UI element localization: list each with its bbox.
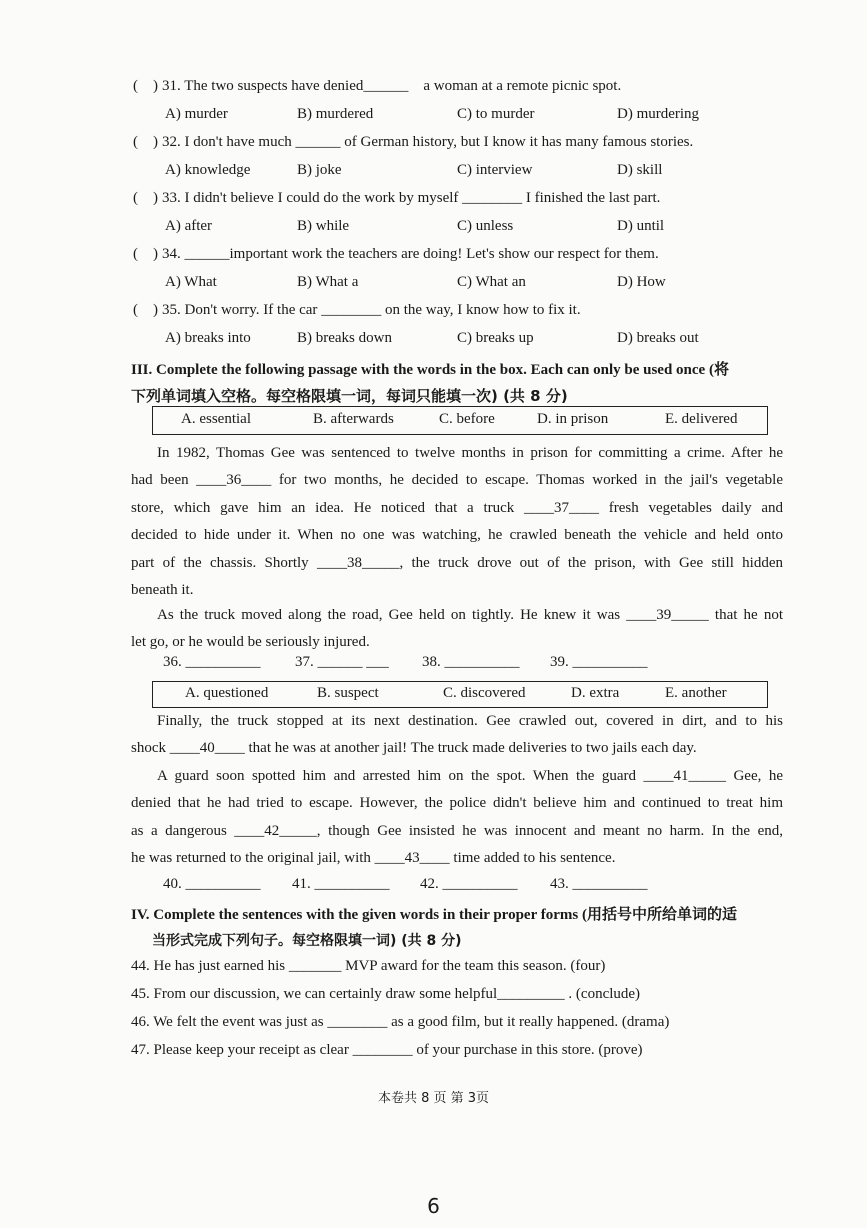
word-option: C. before xyxy=(439,411,495,427)
option-d: D) breaks out xyxy=(617,330,699,346)
option-a: A) knowledge xyxy=(165,162,251,178)
section-4-heading: IV. Complete the sentences with the given words in their proper forms (用括号中所给单词的适 xyxy=(131,907,737,923)
option-a: A) breaks into xyxy=(165,330,251,346)
word-option: E. delivered xyxy=(665,411,738,427)
word-option: D. extra xyxy=(571,685,620,701)
answer-blank[interactable]: 40. __________ xyxy=(163,876,261,892)
answer-blank[interactable]: 41. __________ xyxy=(292,876,390,892)
answer-bracket[interactable]: ( ) xyxy=(133,190,158,206)
option-c: C) to murder xyxy=(457,106,535,122)
question-32: 32. I don't have much ______ of German history, but I know it has many famous stories. xyxy=(162,134,694,150)
option-c: C) interview xyxy=(457,162,533,178)
word-option: D. in prison xyxy=(537,411,609,427)
option-c: C) What an xyxy=(457,274,526,290)
word-option: B. afterwards xyxy=(313,411,394,427)
section-3-heading: III. Complete the following passage with the words in the box. Each can only be used once (将 xyxy=(131,362,729,378)
question-35: 35. Don't worry. If the car ________ on the way, I know how to fix it. xyxy=(162,302,581,318)
sentence-47: 47. Please keep your receipt as clear ________ of your purchase in this store. (prove) xyxy=(131,1042,643,1058)
option-d: D) murdering xyxy=(617,106,700,122)
option-a: A) after xyxy=(165,218,213,234)
page-number: 6 xyxy=(427,1194,440,1218)
option-b: B) What a xyxy=(297,274,359,290)
answer-bracket[interactable]: ( ) xyxy=(133,134,158,150)
option-b: B) murdered xyxy=(297,106,374,122)
sentence-46: 46. We felt the event was just as ________ as a good film, but it really happened. (drama) xyxy=(131,1014,670,1030)
answer-blank[interactable]: 42. __________ xyxy=(420,876,518,892)
option-b: B) while xyxy=(297,218,350,234)
answer-blank[interactable]: 38. __________ xyxy=(422,654,520,670)
option-a: A) What xyxy=(165,274,217,290)
question-33: 33. I didn't believe I could do the work by myself ________ I finished the last part. xyxy=(162,190,661,206)
question-31: 31. The two suspects have denied______ a woman at a remote picnic spot. xyxy=(162,78,622,94)
page-footer: 本卷共 8 页 第 3页 xyxy=(377,1091,490,1106)
answer-blank[interactable]: 39. __________ xyxy=(550,654,648,670)
option-b: B) joke xyxy=(297,162,342,178)
option-c: C) unless xyxy=(457,218,514,234)
option-d: D) until xyxy=(617,218,665,234)
paragraph-2: As the truck moved along the road, Gee held on tightly. He knew it was ____39_____ that he not let go, or he would be seriously injured. xyxy=(131,607,783,651)
word-option: A. questioned xyxy=(185,685,269,701)
answer-bracket[interactable]: ( ) xyxy=(133,302,158,318)
answer-bracket[interactable]: ( ) xyxy=(133,246,158,262)
word-option: C. discovered xyxy=(443,685,526,701)
word-box-2 xyxy=(152,681,768,708)
option-d: D) How xyxy=(617,274,666,290)
paragraph-3: Finally, the truck stopped at its next destination. Gee crawled out, covered in dirt, and to his shock ____40____ that he was at another jail! The truck made deliveries to two jails each day. xyxy=(131,713,783,757)
word-option: E. another xyxy=(665,685,727,701)
option-c: C) breaks up xyxy=(457,330,534,346)
word-option: A. essential xyxy=(181,411,251,427)
question-34: 34. ______important work the teachers are doing! Let's show our respect for them. xyxy=(162,246,659,262)
section-4-heading-cn: 当形式完成下列句子。每空格限填一词) (共 8 分) xyxy=(152,933,462,949)
section-3-heading-cn: 下列单词填入空格。每空格限填一词，每词只能填一次) (共 8 分) xyxy=(131,387,568,405)
paragraph-4: A guard soon spotted him and arrested him on the spot. When the guard ____41_____ Gee, he denied that he had tried to escape. However, the police didn't believe him and continued to treat him as a dangerous ____42_____, though Gee insisted he was innocent and meant no harm. In the end, he was returned to the original jail, with ____43____ time added to his sentence. xyxy=(131,768,783,867)
sentence-44: 44. He has just earned his _______ MVP award for the team this season. (four) xyxy=(131,958,606,974)
paragraph-1: In 1982, Thomas Gee was sentenced to twelve months in prison for committing a crime. After he had been ____36____ for two months, he decided to escape. Thomas worked in the jail's vegetable store, which gave him an idea. He noticed that a truck ____37____ fresh vegetables daily and decided to hide under it. When no one was watching, he crawled beneath the vehicle and held onto part of the chassis. Shortly ____38_____, the truck drove out of the prison, with Gee still hidden beneath it. xyxy=(131,445,783,599)
option-a: A) murder xyxy=(165,106,228,122)
sentence-45: 45. From our discussion, we can certainly draw some helpful_________ . (conclude) xyxy=(131,986,641,1002)
word-box-1 xyxy=(152,406,768,435)
answer-blank[interactable]: 37. ______ ___ xyxy=(295,654,389,670)
option-b: B) breaks down xyxy=(297,330,392,346)
option-d: D) skill xyxy=(617,162,663,178)
answer-bracket[interactable]: ( ) xyxy=(133,78,158,94)
word-option: B. suspect xyxy=(317,685,379,701)
answer-blank[interactable]: 36. __________ xyxy=(163,654,261,670)
answer-blank[interactable]: 43. __________ xyxy=(550,876,648,892)
